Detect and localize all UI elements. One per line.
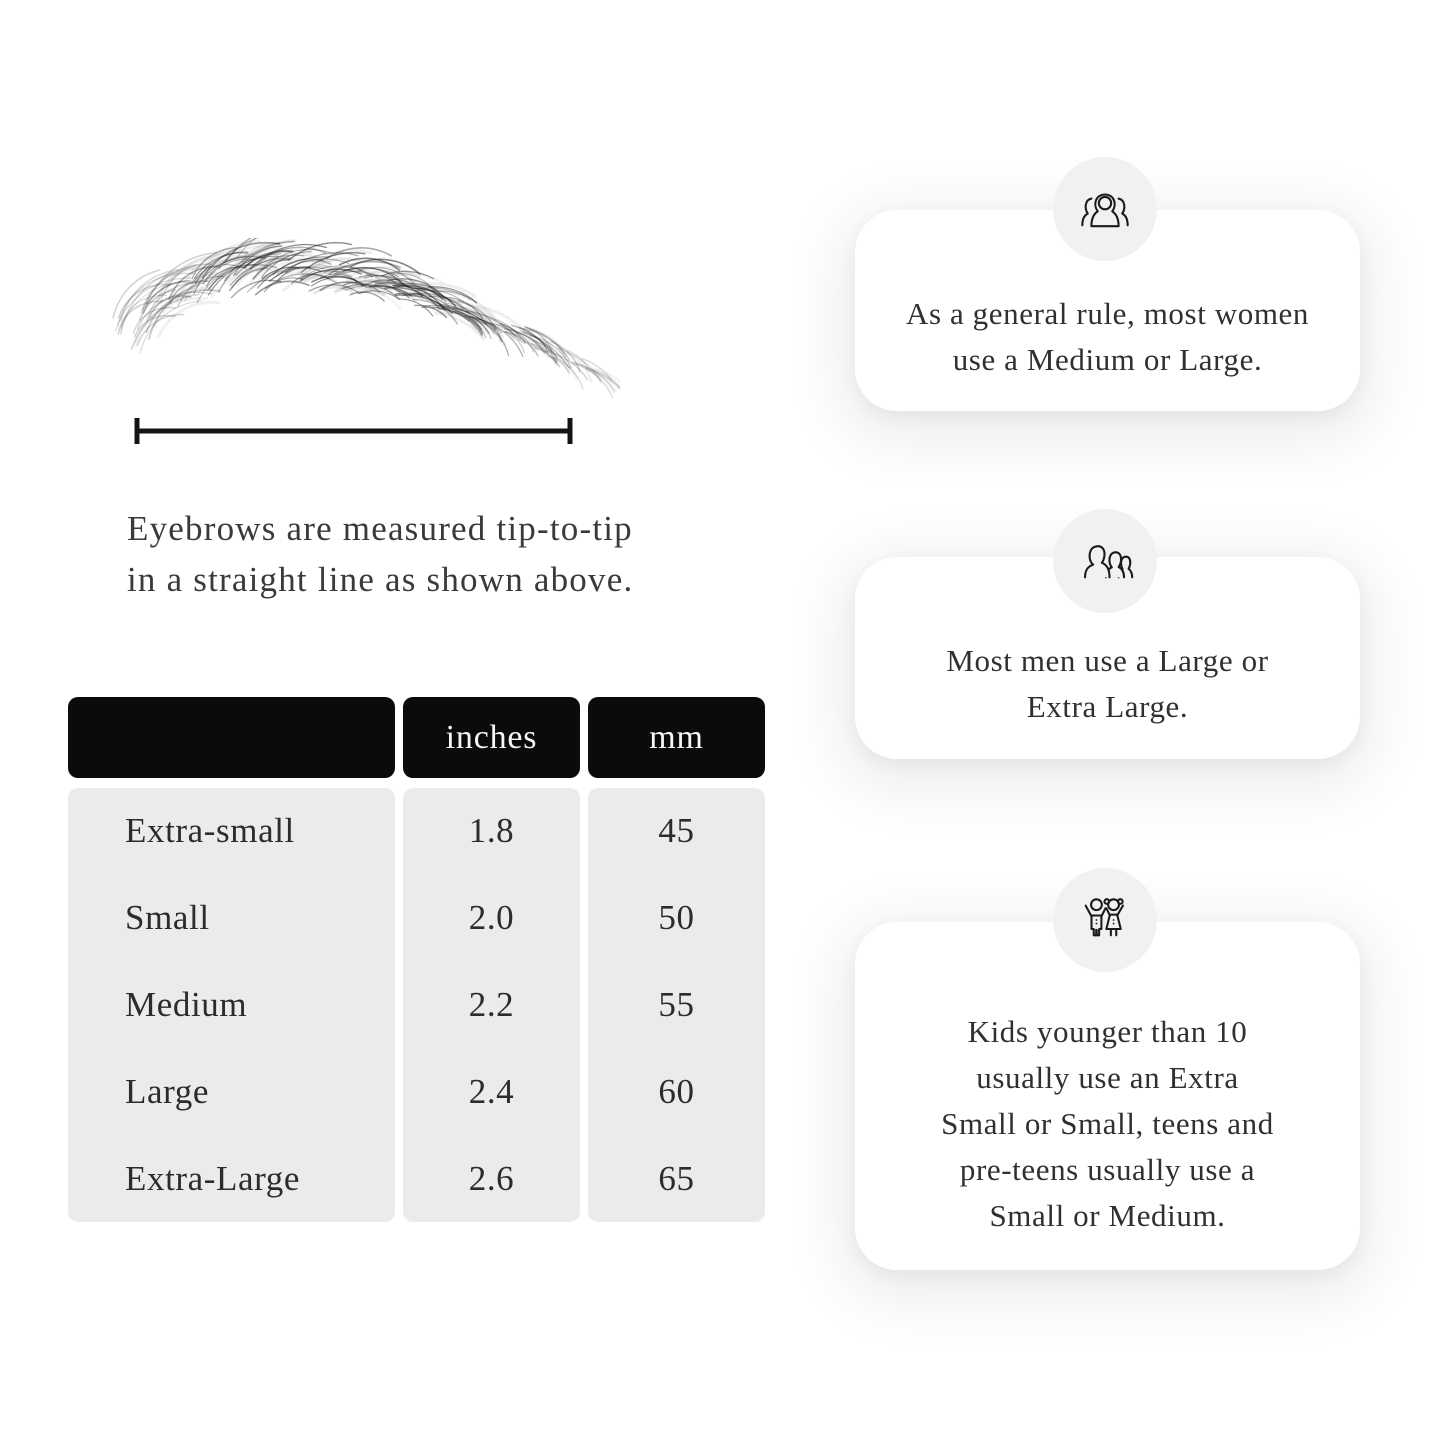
table-row (68, 875, 765, 962)
caption-line-1: Eyebrows are measured tip-to-tip (127, 509, 633, 548)
card-text-line: Small or Small, teens and (941, 1105, 1274, 1141)
table-header-size-cell (68, 697, 395, 778)
mm-cell: 65 (658, 1158, 695, 1198)
table-row (68, 1048, 765, 1135)
mm-cell: 50 (658, 898, 695, 938)
men-icon-circle (1053, 509, 1157, 613)
size-cell: Medium (125, 984, 248, 1024)
inches-cell: 1.8 (468, 811, 515, 851)
caption-line-2: in a straight line as shown above. (127, 560, 634, 599)
kids-icon-circle (1053, 868, 1157, 972)
inches-cell: 2.0 (468, 898, 515, 938)
card-text-line: Extra Large. (1026, 689, 1189, 724)
card-text-line: Small or Medium. (989, 1197, 1226, 1233)
table-header-inches: inches (403, 697, 580, 778)
table-header-mm: mm (588, 697, 765, 778)
kids-size-note-card (855, 922, 1360, 1270)
size-cell: Extra-small (125, 811, 295, 851)
card-text-line: usually use an Extra (976, 1059, 1239, 1095)
inches-cell: 2.6 (468, 1158, 515, 1198)
mm-cell: 45 (658, 811, 695, 851)
women-group-icon (1076, 183, 1134, 235)
women-icon-circle (1053, 157, 1157, 261)
mm-cell: 60 (658, 1071, 695, 1111)
eyebrow-illustration (100, 238, 620, 403)
size-cell: Small (125, 898, 210, 938)
inches-cell: 2.4 (468, 1071, 515, 1111)
card-text-line: Most men use a Large or (946, 643, 1269, 678)
card-text-line: Kids younger than 10 (967, 1013, 1248, 1049)
size-table-rows (68, 788, 765, 1222)
size-cell: Large (125, 1071, 209, 1111)
card-text-line: pre-teens usually use a (959, 1151, 1256, 1187)
table-row (68, 962, 765, 1049)
men-group-icon (1076, 535, 1134, 587)
inches-cell: 2.2 (468, 984, 515, 1024)
card-text-line: As a general rule, most women (905, 295, 1310, 331)
table-row (68, 788, 765, 875)
measurement-line (100, 413, 620, 449)
size-cell: Extra-Large (125, 1158, 301, 1198)
mm-cell: 55 (658, 984, 695, 1024)
children-icon (1076, 893, 1134, 947)
measurement-caption (127, 503, 767, 605)
card-text-line: use a Medium or Large. (952, 341, 1263, 377)
table-row (68, 1135, 765, 1222)
